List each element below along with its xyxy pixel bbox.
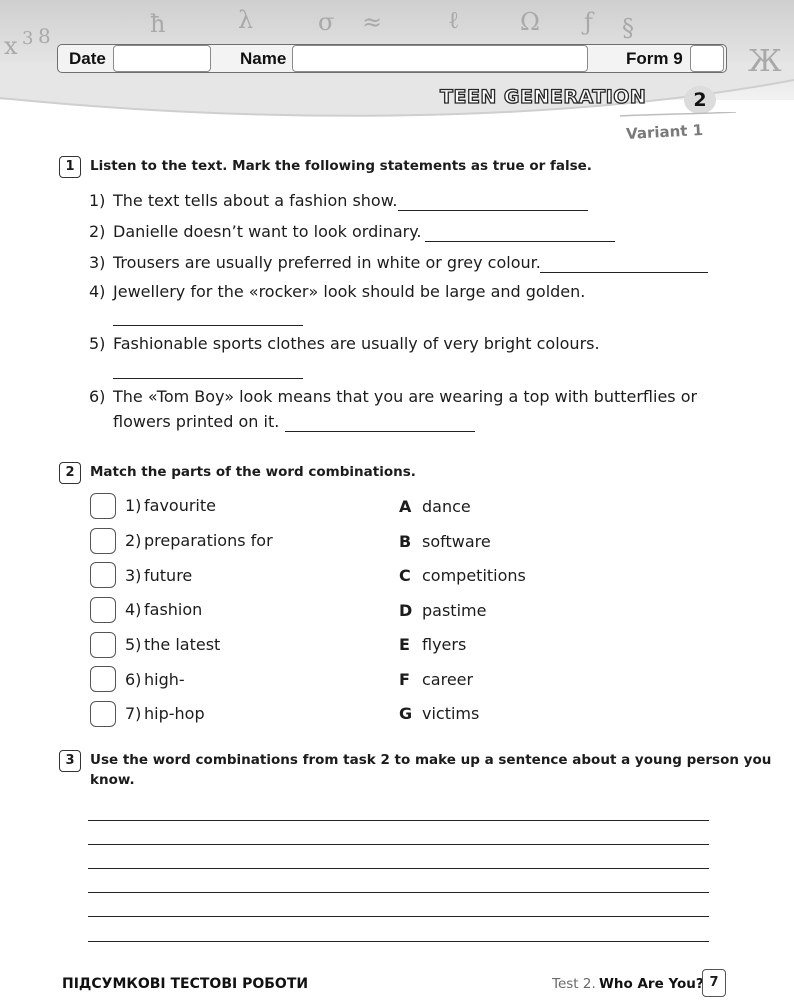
match-item-right: dance xyxy=(422,497,471,516)
match-item-left: high- xyxy=(144,670,185,689)
writing-line[interactable] xyxy=(88,844,709,845)
statement-number: 6) xyxy=(89,387,106,406)
match-item-number: 1) xyxy=(125,496,142,515)
form-field[interactable] xyxy=(690,45,724,72)
writing-line[interactable] xyxy=(88,868,709,869)
match-item-number: 6) xyxy=(125,670,142,689)
match-checkbox[interactable] xyxy=(90,666,116,692)
statement-text: The «Tom Boy» look means that you are wearing a top with butterflies or xyxy=(113,387,698,406)
writing-line[interactable] xyxy=(88,916,709,917)
task2-instruction: Match the parts of the word combinations. xyxy=(90,464,416,480)
decor-glyph: ƒ xyxy=(584,8,593,36)
statement-number: 2) xyxy=(89,222,106,241)
task1-instruction: Listen to the text. Mark the following statements as true or false. xyxy=(90,158,592,174)
match-letter: C xyxy=(399,566,411,585)
match-letter: D xyxy=(399,601,413,620)
match-item-right: software xyxy=(422,532,491,551)
statement-text: flowers printed on it. xyxy=(113,412,280,431)
date-label: Date xyxy=(69,49,106,68)
match-letter: B xyxy=(399,532,412,551)
match-checkbox[interactable] xyxy=(90,562,116,588)
name-label: Name xyxy=(240,49,287,68)
match-item-left: fashion xyxy=(144,600,203,619)
answer-blank[interactable] xyxy=(398,210,588,211)
footer-topic: Who Are You? xyxy=(599,976,704,992)
variant-label: Variant 1 xyxy=(625,120,704,144)
decor-glyph: 8 xyxy=(38,24,51,48)
match-item-left: the latest xyxy=(144,635,221,654)
match-letter: A xyxy=(399,497,412,516)
match-item-left: future xyxy=(144,566,193,585)
match-item-left: hip-hop xyxy=(144,704,205,723)
task-number: 2 xyxy=(59,462,81,484)
statement-number: 4) xyxy=(89,282,106,301)
decor-glyph: 3 xyxy=(22,28,34,49)
answer-blank[interactable] xyxy=(285,431,475,432)
statement-number: 5) xyxy=(89,334,106,353)
decor-glyph: § xyxy=(622,14,634,42)
task3-instruction: know. xyxy=(90,772,135,788)
decor-glyph: ≈ xyxy=(362,8,383,36)
statement-text: The text tells about a fashion show. xyxy=(113,191,398,210)
match-item-right: flyers xyxy=(422,635,467,654)
decor-glyph: λ xyxy=(238,6,254,34)
decor-glyph: Ω xyxy=(520,8,540,36)
task3-instruction: Use the word combinations from task 2 to make up a sentence about a young person you xyxy=(90,752,772,768)
match-item-right: pastime xyxy=(422,601,487,620)
match-checkbox[interactable] xyxy=(90,597,116,623)
name-field[interactable] xyxy=(292,45,588,72)
match-item-number: 4) xyxy=(125,600,142,619)
match-checkbox[interactable] xyxy=(90,493,116,519)
answer-blank[interactable] xyxy=(113,378,303,379)
match-item-left: favourite xyxy=(144,496,216,515)
statement-text: Fashionable sports clothes are usually of very bright colours. xyxy=(113,334,600,353)
match-item-right: competitions xyxy=(422,566,526,585)
unit-title: TEEN GENERATION xyxy=(440,86,647,108)
statement-number: 1) xyxy=(89,191,106,210)
page-number: 7 xyxy=(702,969,726,997)
answer-blank[interactable] xyxy=(425,241,615,242)
footer-series-title: ПІДСУМКОВІ ТЕСТОВІ РОБОТИ xyxy=(62,976,309,992)
match-checkbox[interactable] xyxy=(90,632,116,658)
statement-text: Trousers are usually preferred in white or grey colour. xyxy=(113,253,541,272)
decor-glyph: ℓ xyxy=(448,6,460,34)
answer-blank[interactable] xyxy=(540,272,708,273)
match-item-right: career xyxy=(422,670,474,689)
date-field[interactable] xyxy=(113,45,211,72)
form-label: Form 9 xyxy=(626,49,683,68)
decor-glyph: ħ xyxy=(150,10,166,38)
writing-line[interactable] xyxy=(88,820,709,821)
match-checkbox[interactable] xyxy=(90,528,116,554)
statement-text: Jewellery for the «rocker» look should be large and golden. xyxy=(113,282,586,301)
writing-line[interactable] xyxy=(88,941,709,942)
match-item-left: preparations for xyxy=(144,531,273,550)
statement-number: 3) xyxy=(89,253,106,272)
answer-blank[interactable] xyxy=(113,325,303,326)
decor-glyph: Ж xyxy=(748,44,782,79)
match-item-number: 2) xyxy=(125,531,142,550)
match-item-number: 5) xyxy=(125,635,142,654)
match-letter: E xyxy=(399,635,410,654)
match-letter: G xyxy=(399,704,413,723)
match-item-number: 3) xyxy=(125,566,142,585)
task-number: 3 xyxy=(59,750,81,772)
task-number: 1 xyxy=(59,156,81,178)
writing-line[interactable] xyxy=(88,892,709,893)
match-letter: F xyxy=(399,670,410,689)
unit-number: 2 xyxy=(684,86,716,114)
decor-glyph: σ xyxy=(318,8,335,36)
decor-glyph: x xyxy=(4,32,18,60)
match-checkbox[interactable] xyxy=(90,701,116,727)
match-item-number: 7) xyxy=(125,704,142,723)
footer-test-label: Test 2. xyxy=(552,976,596,992)
match-item-right: victims xyxy=(422,704,480,723)
statement-text: Danielle doesn’t want to look ordinary. xyxy=(113,222,422,241)
